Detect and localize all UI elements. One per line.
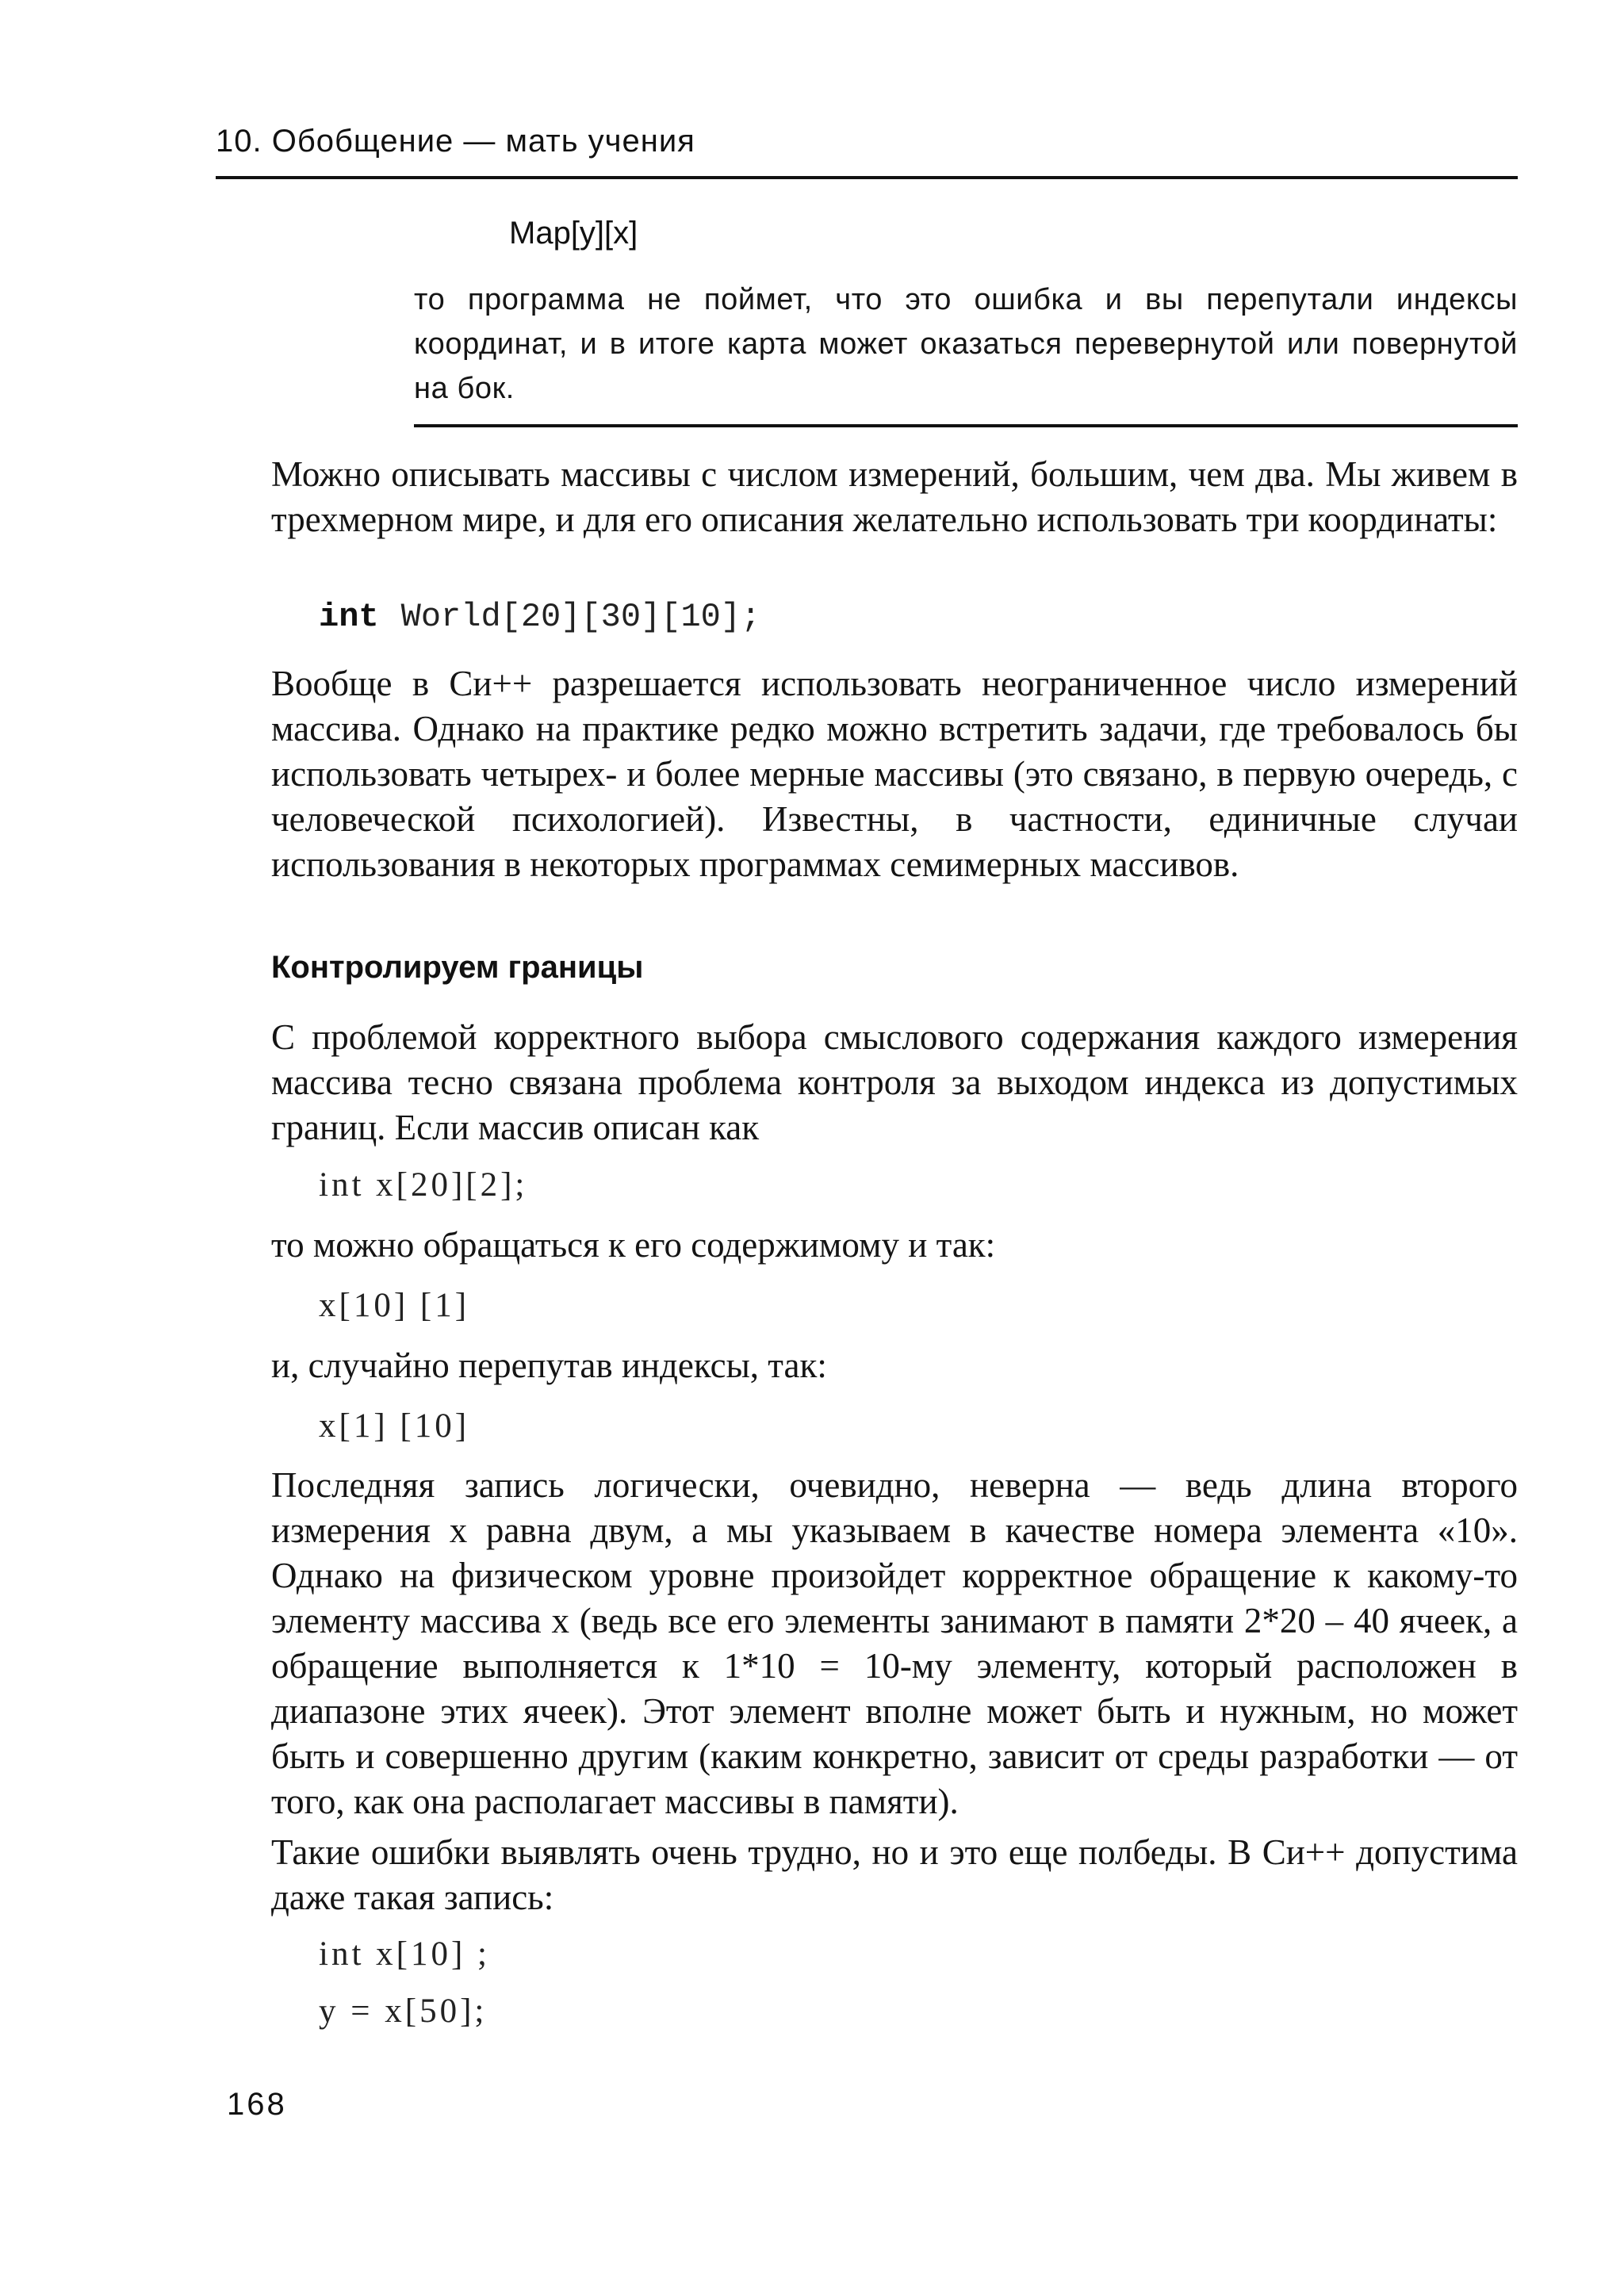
note-rule [414,424,1518,427]
code-out-of-bounds-access: y = x[50]; [319,1992,488,2030]
paragraph-explanation: Последняя запись логически, очевидно, неверна — ведь длина второго измерения x равна двум, а мы указываем в качестве номера элемента «10». Однако на физическом уровне произойдет корректное обращение к какому-то элементу массива x (ведь все его элементы занимают в памяти 2*20 – 40 ячеек, а обращение выполняется к 1*10 = 10-му элементу, который расположен в диапазоне этих ячеек). Этот элемент вполне может быть и нужным, но может быть и совершенно другим (каким конкретно, зависит от среды разработки — от того, как она располагает массивы в памяти). [271,1465,1518,1821]
page-number: 168 [227,2087,287,2122]
code-x-declaration: int x[20][2]; [319,1166,528,1204]
note-text: то программа не поймет, что это ошибка и вы перепутали индексы координат, и в итоге карта может оказаться перевернутой или повернутой на бок. [414,283,1518,405]
code-world-array: World[20][30][10]; [400,598,761,636]
paragraph-access: то можно обращаться к его содержимому и так: [271,1225,996,1265]
code-access-swapped: x[1] [10] [319,1407,470,1445]
code-array-declaration: int x[10] ; [319,1935,490,1973]
paragraph-swapped: и, случайно перепутав индексы, так: [271,1346,827,1385]
code-keyword: int [319,598,379,636]
code-world-declaration [319,598,760,636]
code-access-correct: x[10] [1] [319,1287,470,1324]
section-heading: Контролируем границы [271,950,644,985]
header-rule [216,176,1518,179]
running-header: 10. Обобщение — мать учения [216,124,695,159]
paragraph-multidimensional: Можно описывать массивы с числом измерений, большим, чем два. Мы живем в трехмерном мире, и для его описания желательно использовать три координаты: [271,454,1518,539]
paragraph-unlimited-dimensions: Вообще в Си++ разрешается использовать неограниченное число измерений массива. Однако на практике редко можно встретить задачи, где требовалось бы использовать четырех- и более мерные массивы (это связано, в первую очередь, с человеческой психологией). Известны, в частности, единичные случаи использования в некоторых программах семимерных массивов. [271,664,1518,884]
paragraph-bounds-problem: С проблемой корректного выбора смыслового содержания каждого измерения массива тесно связана проблема контроля за выходом индекса из допустимых границ. Если массив описан как [271,1017,1518,1147]
note-code-reference: Map[y][x] [509,216,638,251]
paragraph-out-of-bounds: Такие ошибки выявлять очень трудно, но и это еще полбеды. В Си++ допустима даже такая запись: [271,1832,1518,1917]
